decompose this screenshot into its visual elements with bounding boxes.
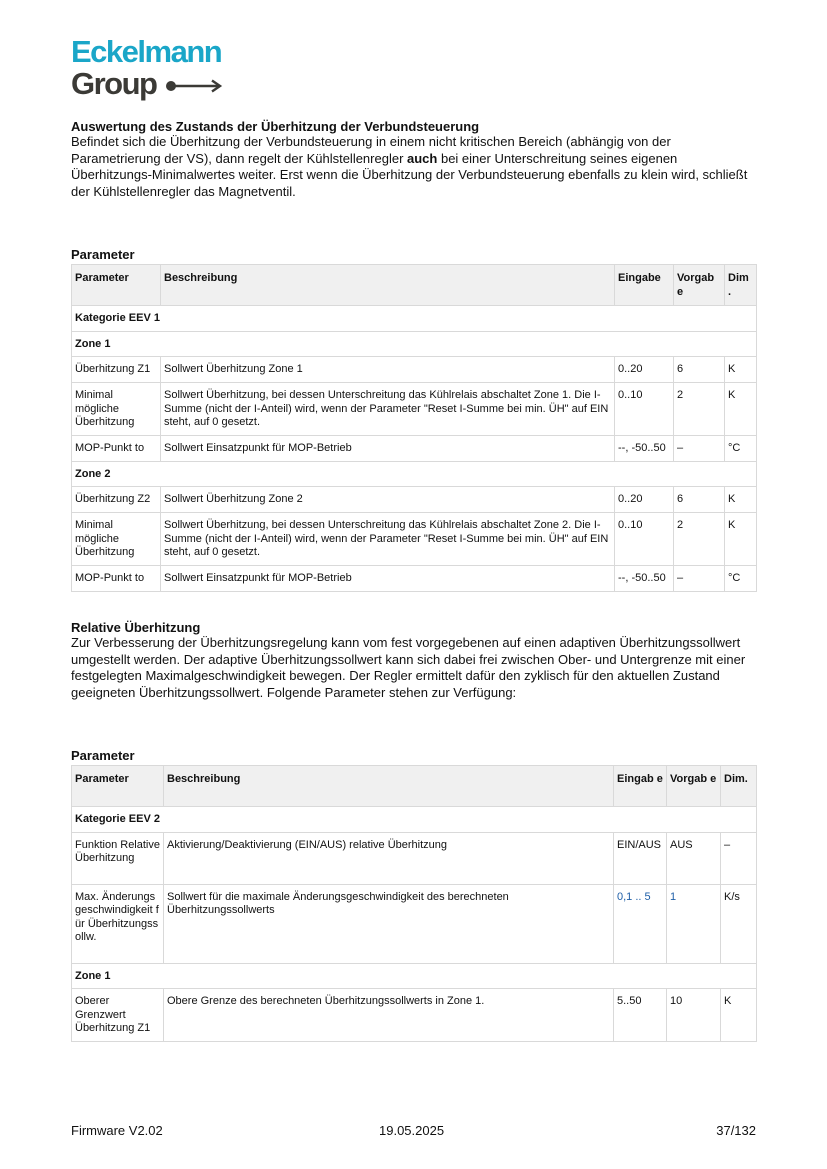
cell-desc: Sollwert Einsatzpunkt für MOP-Betrieb: [161, 565, 615, 591]
cell-desc: Sollwert Überhitzung, bei dessen Unterschreitung das Kühlrelais abschaltet Zone 2. Die I-Summe (nicht der I-Anteil) wird, wenn der Parameter "Reset I-Summe bei min. ÜH" auf EIN steht, auf 0 gesetzt.: [161, 513, 615, 566]
cell-param: Überhitzung Z1: [72, 357, 161, 383]
cell-dim: –: [721, 832, 757, 884]
footer-page-number: 37/132: [716, 1123, 756, 1138]
section-paragraph: [71, 134, 756, 200]
cell-input: 0,1 .. 5: [614, 884, 667, 963]
cell-default: 1: [667, 884, 721, 963]
zone-label: Zone 2: [72, 461, 757, 487]
section-superheat-evaluation: [71, 119, 756, 200]
cell-input: 5..50: [614, 989, 667, 1042]
cell-input: EIN/AUS: [614, 832, 667, 884]
arrow-right-icon: [165, 79, 223, 93]
cell-desc: Sollwert Überhitzung Zone 1: [161, 357, 615, 383]
category-row: [72, 306, 757, 332]
cell-dim: °C: [725, 565, 757, 591]
table-header-row: [72, 265, 757, 306]
header-dim: Dim .: [725, 265, 757, 306]
logo-text-group: Group: [71, 66, 157, 101]
header-beschreibung: Beschreibung: [161, 265, 615, 306]
cell-input: 0..20: [615, 487, 674, 513]
zone-row: [72, 461, 757, 487]
eckelmann-logo: [71, 36, 223, 100]
header-parameter: Parameter: [72, 766, 164, 807]
table-row: [72, 989, 757, 1042]
cell-param: Minimal mögliche Überhitzung: [72, 513, 161, 566]
cell-default: AUS: [667, 832, 721, 884]
parameter-table-eev1: [71, 264, 757, 592]
cell-param: Max. Änderungsgeschwindigkeit für Überhitzungssollw.: [72, 884, 164, 963]
category-label: Kategorie EEV 1: [72, 306, 757, 332]
table-row: [72, 565, 757, 591]
cell-input: --, -50..50: [615, 435, 674, 461]
cell-desc: Sollwert Einsatzpunkt für MOP-Betrieb: [161, 435, 615, 461]
cell-param: MOP-Punkt to: [72, 565, 161, 591]
cell-param: Oberer Grenzwert Überhitzung Z1: [72, 989, 164, 1042]
header-eingabe: Eingabe: [615, 265, 674, 306]
table-row: [72, 357, 757, 383]
table-row: [72, 487, 757, 513]
cell-default: 2: [674, 513, 725, 566]
zone-row: [72, 963, 757, 989]
cell-dim: K: [725, 487, 757, 513]
header-vorgabe: Vorgab e: [674, 265, 725, 306]
header-vorgabe: Vorgab e: [667, 766, 721, 807]
cell-desc: Sollwert Überhitzung Zone 2: [161, 487, 615, 513]
cell-dim: K/s: [721, 884, 757, 963]
section-title: Auswertung des Zustands der Überhitzung der Verbundsteuerung: [71, 119, 480, 134]
table-header-row: [72, 766, 757, 807]
cell-dim: K: [721, 989, 757, 1042]
cell-desc: Obere Grenze des berechneten Überhitzungssollwerts in Zone 1.: [164, 989, 614, 1042]
section-paragraph: Zur Verbesserung der Überhitzungsregelung kann vom fest vorgegebenen auf einen adaptiven Überhitzungssollwert umgestellt werden. Der adaptive Überhitzungssollwert kann sich dabei frei zwischen Ober- und Untergrenze mit einer festgelegten Maximalgeschwindigkeit bewegen. Der Regler ermittelt dafür den zyklisch für den aktuellen Zustand geeigneten Überhitzungssollwert. Folgende Parameter stehen zur Verfügung:: [71, 635, 746, 700]
section-title: Relative Überhitzung: [71, 620, 201, 635]
footer-firmware: Firmware V2.02: [71, 1123, 163, 1138]
cell-param: Überhitzung Z2: [72, 487, 161, 513]
header-eingabe: Eingab e: [614, 766, 667, 807]
cell-param: Minimal mögliche Überhitzung: [72, 383, 161, 436]
cell-default: 6: [674, 487, 725, 513]
header-beschreibung: Beschreibung: [164, 766, 614, 807]
cell-desc: Sollwert Überhitzung, bei dessen Unterschreitung das Kühlrelais abschaltet Zone 1. Die I-Summe (nicht der I-Anteil) wird, wenn der Parameter "Reset I-Summe bei min. ÜH" auf EIN steht, auf 0 gesetzt.: [161, 383, 615, 436]
cell-input: --, -50..50: [615, 565, 674, 591]
footer-date: 19.05.2025: [379, 1123, 445, 1138]
cell-input: 0..10: [615, 383, 674, 436]
cell-input: 0..10: [615, 513, 674, 566]
logo-text-eckelmann: Eckelmann: [71, 34, 222, 69]
cell-default: 2: [674, 383, 725, 436]
cell-dim: K: [725, 383, 757, 436]
cell-default: 10: [667, 989, 721, 1042]
cell-input: 0..20: [615, 357, 674, 383]
category-label: Kategorie EEV 2: [72, 807, 757, 833]
paragraph-text-2: bei einer Unterschreitung seines eigenen Überhitzungs-Minimalwertes weiter. Erst wenn die Überhitzung der Verbundsteuerung ebenfalls zu klein wird, schließt der Kühlstellenregler das Magnetventil.: [71, 150, 748, 199]
logo-group-row: [71, 68, 223, 100]
table1-heading: Parameter: [71, 247, 135, 262]
category-row: [72, 807, 757, 833]
header-dim: Dim.: [721, 766, 757, 807]
paragraph-bold: auch: [407, 150, 438, 166]
table-row: [72, 884, 757, 963]
zone-label: Zone 1: [72, 331, 757, 357]
cell-desc: Sollwert für die maximale Änderungsgeschwindigkeit des berechneten Überhitzungssollwerts: [164, 884, 614, 963]
table2-heading: Parameter: [71, 748, 135, 763]
cell-default: –: [674, 565, 725, 591]
cell-dim: K: [725, 357, 757, 383]
zone-row: [72, 331, 757, 357]
paragraph-text-1: Befindet sich die Überhitzung der Verbundsteuerung in einem nicht kritischen Bereich (abhängig von der Parametrierung der VS), dann regelt der Kühlstellenregler: [71, 134, 671, 166]
table-row: [72, 383, 757, 436]
parameter-table-eev2: [71, 765, 757, 1042]
zone-label: Zone 1: [72, 963, 757, 989]
cell-dim: °C: [725, 435, 757, 461]
cell-param: Funktion Relative Überhitzung: [72, 832, 164, 884]
section-relative-superheat: [71, 620, 756, 701]
table-row: [72, 435, 757, 461]
header-parameter: Parameter: [72, 265, 161, 306]
table-row: [72, 513, 757, 566]
cell-param: MOP-Punkt to: [72, 435, 161, 461]
cell-default: 6: [674, 357, 725, 383]
cell-dim: K: [725, 513, 757, 566]
table-row: [72, 832, 757, 884]
cell-default: –: [674, 435, 725, 461]
cell-desc: Aktivierung/Deaktivierung (EIN/AUS) relative Überhitzung: [164, 832, 614, 884]
